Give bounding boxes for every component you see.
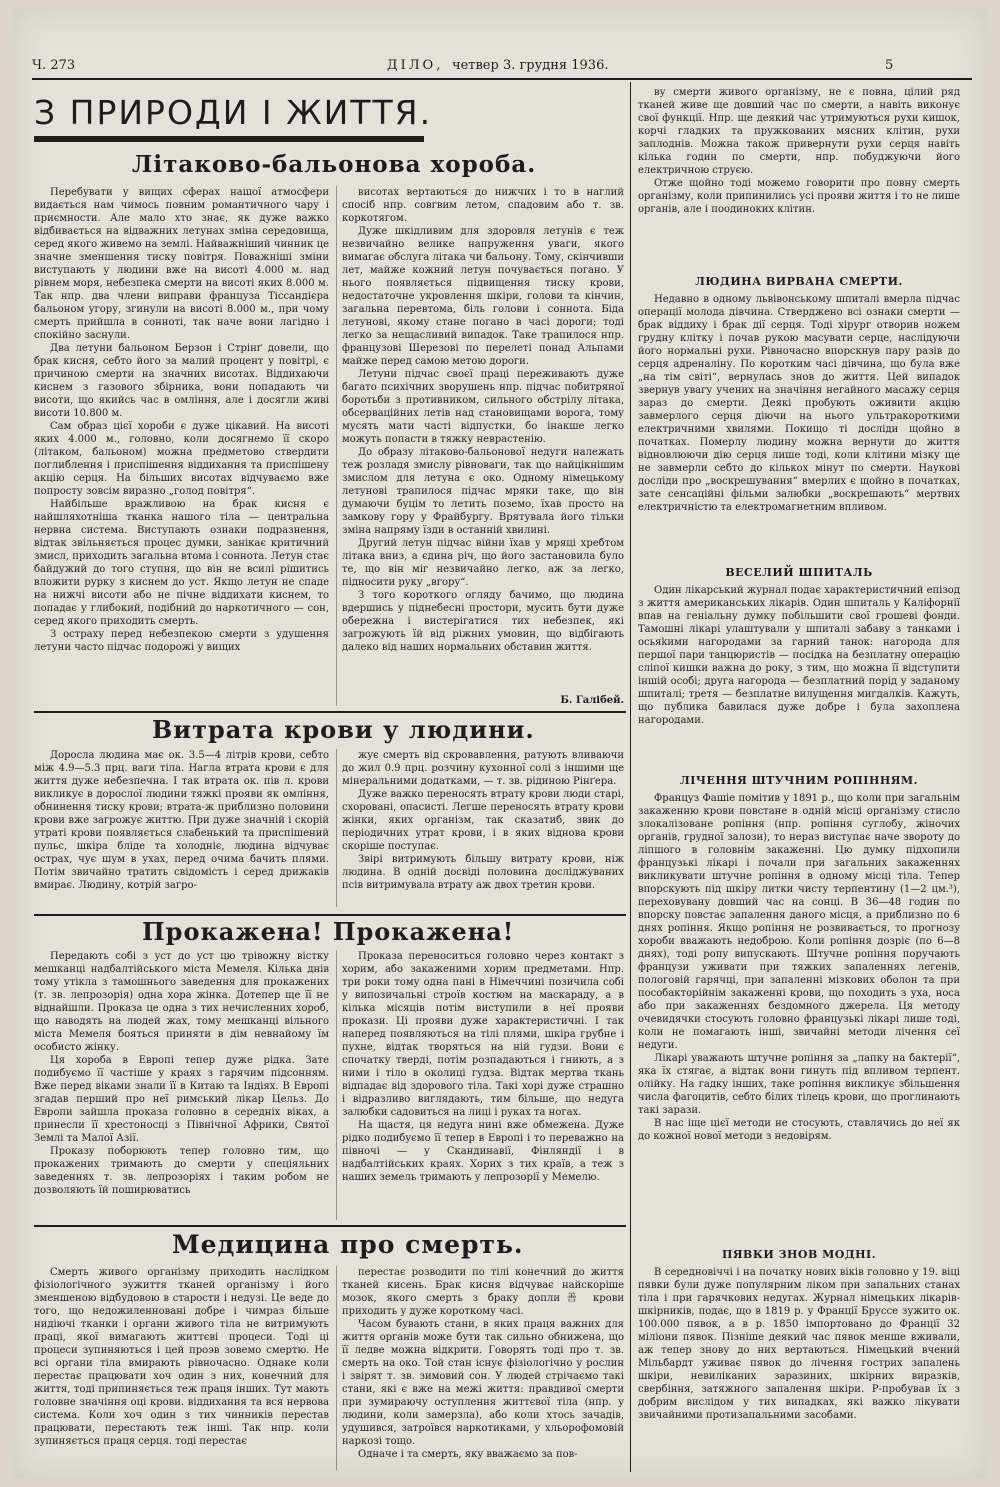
issue-date: четвер 3. грудня 1936. bbox=[452, 58, 609, 73]
article-balloon-signature bbox=[342, 694, 624, 708]
article-title-leprosy: Прокажена! Прокажена! bbox=[142, 917, 515, 946]
article-death-col2 bbox=[342, 1266, 624, 1472]
article-balloon-col2 bbox=[342, 186, 624, 694]
paragraph: Другий летун підчас війни їхав у мряці хребтом літака вниз, а єдина річ, що його застановила було те, що він міг незвичайно легко, аж за легко, підносити руку „вгору“. bbox=[342, 538, 624, 588]
paragraph: Лікарі уважають штучне ропіння за „лапку на бактерії“, яка їх стягає, а відтак вони гинуть під впливом терпент. олійку. На гадку інших, таке ропіння викликує збільшення числа фагоцитів, себто білих тілець крови, що проглинають такі зарази. bbox=[638, 1053, 960, 1116]
paragraph: Передають собі з уст до уст цю трівожну вістку мешканці надбалтійського міста Мемеля. Кілька днів тому утікла з тамошнього заведення для прокажених (т. зв. лепрозорія) одна хора жінка. Дотепер ще її не віднайшли. Проказа це одна з тих нечисленних хороб, що наводять на людей жах, тому мешканці вільного міста Мемеля бояться приняти в дім невнайому їм особисто жінку. bbox=[34, 951, 329, 1053]
article-title-death: Медицина про смерть. bbox=[172, 1230, 524, 1259]
issue-number: Ч. 273 bbox=[32, 58, 76, 73]
article-divider-1 bbox=[34, 711, 626, 713]
paragraph: З того короткого огляду бачимо, що людина вдершись у піднебесні простори, мусить бути дуже обережна і вистерігатися тих небезпек, які загрожують їй від ріжних умовин, що відбігають далеко від наших нормальних обставин життя. bbox=[342, 590, 624, 653]
author-signature: Б. Галібей. bbox=[560, 695, 624, 706]
paragraph: Ця хороба в Европі тепер дуже рідка. Зате подибуємо її частіше у краях з гарячим підсонням. Вже перед віками знали її в Китаю та Індіях. В Европі згадав перший про неї римський лікар Цельз. До Европи зайшла проказа головно в середніх віках, а принесли її хрестоносці з Північної Африки, Святої Землі та Малої Азії. bbox=[34, 1055, 329, 1144]
article-artificial bbox=[638, 792, 960, 1252]
article-title-blood-loss: Витрата крови у людини. bbox=[152, 715, 535, 744]
paragraph: З остраху перед небезпекою смерти з удушення летуни часто підчас подорожі у вищих bbox=[34, 629, 329, 653]
paragraph: Проказу поборюють тепер головно тим, що прокажених тримають до смерти у спеціяльних заведеннях т. зв. лепрозоріях і таким робом не дозволяють їй поширюватись bbox=[34, 1146, 329, 1196]
article-balloon-col-divider bbox=[336, 186, 337, 706]
newspaper-name: ДІЛО, bbox=[387, 58, 444, 73]
section-title-underline bbox=[34, 136, 424, 142]
paragraph: Проказа переноситься головно через контакт з хорим, або закаженими хорим предметами. Нпр. три роки тому одна пані в Німеччині позичила собі у випозичальні строїв костюм на маскараду, а в кілька місяців потім виступили в неї прояви прокази. Ці прояви дуже характеристичні. І так наперед появляються на тілі плями, шкіра грубне і пухне, відтак творяться на ній гудзи. Вони є спочатку тверді, потім розпадаються і гниють, а з ними і тіло в околиці гудза. Відтак мертва ткань відпадає від здорового тіла. Такі хорі дуже страшно і відразливо виглядають, тим більше, що недуга залюбки садовиться на лиці і руках та ногах. bbox=[342, 951, 624, 1118]
paragraph: Летуни підчас своєї праці переживають дуже багато психічних зворушень нпр. підчас побитряної боротьби з противником, сильного обстрілу літака, обсерваційних летів над становищами ворога, тому мусять мати часті відпустки, бо інакше легко можуть попасти в тяжку невраcтенію. bbox=[342, 369, 624, 445]
article-leeches bbox=[638, 1266, 960, 1472]
article-divider-2 bbox=[34, 914, 626, 916]
article-title-balloon-sickness: Літаково-бальонова хороба. bbox=[132, 151, 537, 178]
paragraph: Дуже шкідливим для здоровля летунів є теж незвичайно велике напруження уваги, якого вимагає обслуга літака чи бальону. Тому, скінчивши лет, майже кожний летун почувається погано. У нього появляється підвищення тиску крови, недостаточне укровлення шкіри, голови та кінчин, загальна перевтома, біль голови і соннота. Біда летунові, якому стане погано в часі дороги; тоді легко за нещасливий випадок. Таке трапилося нпр. французові Шерезові по перелеті понад Альпами майже перед самою метою дороги. bbox=[342, 226, 624, 367]
article-leprosy-col1 bbox=[34, 950, 329, 1222]
paragraph: На щастя, ця недуга нині вже обмежена. Дуже рідко подибуємо її тепер в Европі і то переважно на півночі — у Скандинавії, Фінляндії і в надбалтійських краях. Хорих з тих країв, а теж з наших земель тримають у лепрозорії у Мемелю. bbox=[342, 1120, 624, 1183]
paragraph: Часом бувають стани, в яких праця важних для життя органів може бути так сильно обнижена, що її ледве можна відкрити. Говорять тоді про т. зв. смерть на око. Той стан існує фізіологічно у рослин і звірят т. зв. зимовий сон. У людей стрічаємо такі стани, які є вже на межі життя: правдивої смерти при зумираючу оступлення життєвої тіла (нпр. у людини, коли замерзла), або коли хтось зачадів, удушився, затроївся наркотиками, у хльорофомовій наркозі тощо. bbox=[342, 1319, 624, 1447]
paragraph: перестає розводити по тілі конечний до життя тканей кисень. Брак кисня відчуває найскоріше мозок, якого смерть з браку допли善 крови приходить у дуже короткому часі. bbox=[342, 1267, 624, 1317]
paragraph: висотах вертаються до нижчих і то в наглий спосіб нпр. совгвим летом, спадовим або т. зв. коркотягом. bbox=[342, 187, 624, 224]
paragraph: Дуже важко переносять втрату крови люди старі, схоровані, опасисті. Легше переносять втрату крови жінки, яких організм, так сказатиб, звик до періодичних утрат крови, і в яких відновa крови скоріше поступає. bbox=[342, 789, 624, 852]
paragraph: Смерть живого організму приходить наслідком фізіологічного зужиття тканей організму і його зменшеною відбудовою в старости і недузі. Це веде до того, що недожиленновані добре і чимраз більше нидіючі тканки і органи живого тіла не витримують праці, якої вимагають життєві процеси. Тоді ці процеси зупиняються і цей проэв зовемо смертю. Не всі органи тіла вмирають рівночасно. Однаке коли перестає працювати хоч один з них, конечний для життя, тоді припиняється теж праця інших. Тут мають головне значіння оці крови. віддихання та вся нервова система. Коли хоч один з тих чинників перестав працювати, перестають теж інші. Так нпр. коли зупиняється праця серця. тоді перестає bbox=[34, 1267, 329, 1447]
paragraph: Два летуни бальоном Берзон і Стрінґ довели, що брак кисня, себто його за малий процент у повітрі, є причиною смерти на значних висотах. Віддихаючи киснем з газового збірника, вони попадають чи висоти, що якийсь час в омління, але і досягли живі висоти 10.800 м. bbox=[34, 343, 329, 419]
section-title: З ПРИРОДИ І ЖИТТЯ. bbox=[34, 93, 433, 132]
article-blood-col-divider bbox=[336, 749, 337, 907]
article-divider-3 bbox=[34, 1225, 626, 1227]
paragraph: Одначе і та смерть, яку вважаємо за пов- bbox=[358, 1449, 578, 1460]
article-leprosy-col-divider bbox=[336, 950, 337, 1220]
paragraph: Отже щойно тоді можемо говорити про повну смерть організму, коли припинились усі прояви життя і то не лише органів, але і поодиноких клітин. bbox=[638, 178, 960, 215]
article-death-continuation bbox=[638, 86, 960, 272]
article-leprosy-col2 bbox=[342, 950, 624, 1222]
column-separator bbox=[630, 82, 631, 1472]
paragraph: Один лікарський журнал подає характеристичний епізод з життя американських лікарів. Один шпиталь у Каліфорнії впав на геніальну думку побільшити свої грошеві фонди. Тамошні лікарі улаштували у шпиталі забаву з танками і осьяkими нагородами за гарний танок: нагорода для першої пари танцюристів — посідка на безплатну операцію сліпої кишки важна до року, з тим, що можна її відступити іншій особі; друга нагорода — безплатний порід у заданому шпиталі; третя — безплатне вилущення мигдалків. Кажуть, що публика бавилася дуже добре і була захоплена нагородами. bbox=[638, 585, 960, 726]
paragraph: Недавно в одному львівонському шпиталі вмерла підчас операції молода дівчина. Стверджено всі ознаки смерти — брак віддиху і брак дії серця. Тоді хірург отворив ножем грудну клітку і почав рукою масувати серце, наслідуючи його нормальні рухи. Рівночасно впорскнув пару разів до серця адреналіну. По коротким часі дівчина, що була вже „на тім світі“, вернулась знов до життя. Цей випадок звернув увагу учених на значіння негайного масажу серця зараз до смерти. Деякі пробують оживити акцію завмерлого серця діючи на нього ультракороткими електричними хвилями. Покищо ті досліди щойно в початках. Померлу людину можна вернути до життя відновлюючи дію серця лише тоді, коли клітини мізку ще не завмерли себто до кількох мінут по смерти. Наукові досліди про „воскрешування“ вмерлих є щойно в початках, зате сенсаційні фільми залюбки „воскрешають“ мертвих електричністю та електромагнетним впливом. bbox=[638, 294, 960, 513]
article-balloon-col1 bbox=[34, 186, 329, 708]
paragraph: До образу літаково-бальонової недуги належать теж розладя змислу рівноваги, так що найцікнішим змислом для летуна є око. Одному німецькому летунові трапилося підчас мряки таке, що він думаючи буцім то летить поземо, їхав просто на замкову гору у Фрайбургу. Врятувала його тільки зміна напряму їзди в останній хвилині. bbox=[342, 447, 624, 536]
article-blood-col2 bbox=[342, 749, 624, 911]
paragraph: Сам образ цієї хороби є дуже цікавий. На висоті яких 4.000 м., головно, коли досягнемо її скоро (літаком, бальоном) можна предметово ствердити поглиблення і приспішення віддихання та приспішену акцію серця. На більших висотах відчуваємо вже попросту зовсім виразно „голод повітря“. bbox=[34, 421, 329, 497]
paragraph: Найбільше вражливою на брак кисня є найшляхотніша тканка нашого тіла — центральна нервна система. Виступають ознаки подразнення, відтак звільняється процес думки, занікає критичний змисл, приходить загальна втома і соннота. Летун стає байдужий до того ступня, що він не всилі рішитись вложити рурку з киснем до уст. Якщо летун не спаде на нижчі висоти або не пічне віддихати киснем, то попадає у глибокий, подібний до наркотичного — сон, серед якого приходить смерть. bbox=[34, 499, 329, 627]
article-hospital bbox=[638, 584, 960, 772]
article-blood-col1 bbox=[34, 749, 329, 911]
header-rule bbox=[32, 78, 972, 80]
article-death-col-divider bbox=[336, 1266, 337, 1470]
subhead-leeches: ПЯВКИ ЗНОВ МОДНІ. bbox=[721, 1248, 877, 1261]
subhead-rescued: ЛЮДИНА ВИРВАНА СМЕРТИ. bbox=[695, 275, 903, 288]
paragraph: Доросла людина має ок. 3.5—4 літрів крови, себто між 4.9—5.3 прц. ваги тіла. Нагла втрата крови є для життя дуже небезпечна. І так втрата ок. пів л. крови викликує в дорослої людини тяжкі прояви як омління, обнинення тиску крови; втрата-ж приблизно половини крови вже загрожує життю. При дуже значній і скорій утраті крови появляється слабенький та приспішений пульс, шкіра бліде та холодніє, людина відчуває острах, чує шум в ухах, перед очима бачить плями. Потім звичайно тратить свідомість і серед дрижаків вмирає. Людину, котрій загро- bbox=[34, 750, 329, 891]
page-number: 5 bbox=[885, 58, 894, 73]
subhead-hospital: ВЕСЕЛИЙ ШПИТАЛЬ bbox=[725, 566, 873, 579]
paragraph: ву смерти живого організму, не є повна, цілий ряд тканей живе ще довший час по смерти, а навіть виконує свої функції. Нпр. ще деякий час утримуються рухи кишок, корчі гладких та пружкованих мясних клітин, рухи заплоднів. Можна також привернути рухи серця навіть кілька годин по смерти, нпр. побуджуючи його електричною струєю. bbox=[638, 87, 960, 176]
paragraph: В нас іще цієї методи не стосують, ставлячись до неї як до кожної нової методи з недовірям. bbox=[638, 1118, 960, 1142]
paragraph: Звірі витримують більшу витрату крови, ніж людина. В одній досвіді половина досліджуваних псів витримувала втрату аж двох третин крови. bbox=[342, 854, 624, 891]
paragraph: Француз Фашіе помітив у 1891 р., що коли при загальнім закаженню крови повстане в одній місці організму стисло злокалізоване ропіння (нпр. ропіння суглобу, жіночих органів, грудної залози), то нераз виступає наче звороту до ліпшого в головнім закаженні. Цю думку підхопили французькі лікарі і почали при загальних закаженнях викликувати штучне ропіння в одному місці тіла. Тепер впорскують під шкіру литки чисту терпентину (1—2 цм.³), переховувану довший час на сонці. В 36—48 годин по впорску повстає запалення даного місця, а приблизно по 6 днях ропіння. Якщо ропіння не розвивається, то прогнозу хороби вважають недоброю. Коли ропіння дозріє (по 6—8 днях), тоді ропу випускають. Штучне ропіння поручають французи уживати при тяжких запаленнях легенів, пологовій гарячці, при запаленні мізкових оболон та при пособакторійнім закаженні крови, що походить з уха, носа або при закаженнях бездомного джерела. Ця методу очевидячки стосують головно французькі лікарі лише тоді, коли не помагають інші, звичайні методи лічення сеї недуги. bbox=[638, 793, 960, 1051]
paragraph: жує смерть від скровавлення, ратують вливаючи до жил 0.9 прц. розчину кухонної солі з іншими ще мінеральними додатками, — т. зв. рідиною Рінґера. bbox=[342, 750, 624, 787]
paragraph: В середновіччі і на початку нових віків головно у 19. віці пявки були дуже популярним ліком при запальних станах тіла і при гарячкових недугах. Журнал німецьких лікарів-шкірників, подає, що в 1819 р. у Франції Бруссе зужито ок. 100.000 пявок, а в р. 1850 імпортовано до Франції 32 міліони пявок. Пізніше деякий час пявок менше вживали, аж тепер знову до них вертаються. Німецький вчений Мільбардт уживає пявок до лічення гострих запалень шкіри, невиліканих заразиних, шкірних виразків, свербіння, затяжного запалення шкіри. Р-пробував їх з добрим вислідом у тих випадках, які важко лікувати звичайними протизапальними засобами. bbox=[638, 1267, 960, 1421]
subhead-artificial: ЛІЧЕННЯ ШТУЧНИМ РОПІННЯМ. bbox=[680, 774, 918, 787]
paragraph: Перебувати у вищих сферах нашої атмосфери видається нам чимось повним романтичного чару і приємности. Але мало хто знає, як дуже важко відбивається на відважних летунах зміна середовища, серед якого живемо на землі. Найважніший чинник це значне зменшення тиску повітря. Поважніші зміни виступають у людини вже на висоті 4.000 м. над рівнем моря, небезпека смерти на висоті яких 8.000 м. Так нпр. два члени виправи француза Тіссандієра бальоном угору, згинули на висоті 8.000 м., при чому смерть прийшла в сонноті, так наче вони лагідно і спокійно заснули. bbox=[34, 187, 329, 341]
newspaper-page bbox=[12, 8, 988, 1479]
article-death-col1 bbox=[34, 1266, 329, 1472]
article-rescued bbox=[638, 293, 960, 563]
